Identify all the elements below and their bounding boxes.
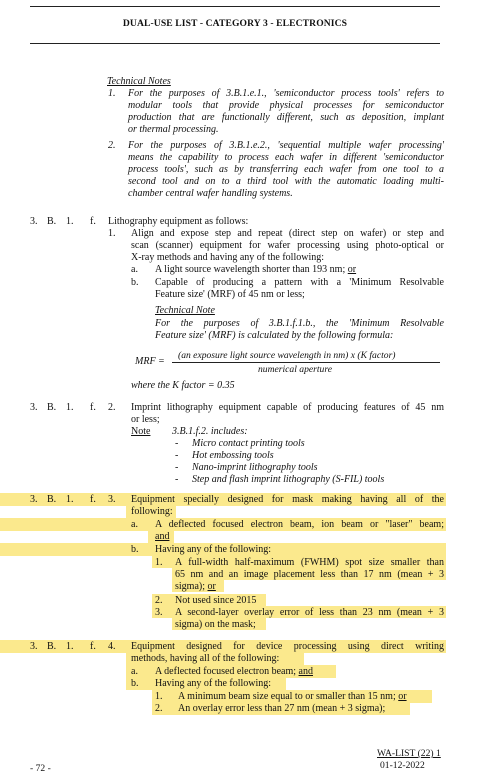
- item-1a-text: A light source wavelength shorter than 193 nm; or: [155, 264, 357, 275]
- ref-B: B.: [47, 494, 57, 505]
- bullet-item: Step and flash imprint lithography (S-FIL) tools: [192, 474, 385, 485]
- item-4-line: Equipment designed for device processing using direct writing: [131, 641, 444, 652]
- item-4b-text: Having any of the following:: [155, 678, 272, 689]
- formula-lhs: MRF =: [135, 356, 165, 367]
- ref-B: B.: [47, 402, 57, 413]
- tech-note-2-line: chamber central wafer handling systems.: [128, 188, 293, 199]
- item-3-line: Equipment specially designed for mask making having all of the: [131, 494, 444, 505]
- k-factor-note: where the K factor = 0.35: [131, 380, 235, 391]
- doc-date: 01-12-2022: [380, 760, 425, 771]
- tech-note-2-line: second tool and on to a third tool with the automatic loading multi-: [128, 176, 444, 187]
- ref-B: B.: [47, 216, 57, 227]
- ref-f: f.: [90, 216, 96, 227]
- tech-note-2-line: process tools', such as by transferring each wafer from one tool to a: [128, 164, 444, 175]
- tech-note-1-num: 1.: [108, 88, 116, 99]
- tech-note-1-line: modular tools that provide physical processes for semiconductor: [128, 100, 444, 111]
- doc-id: WA-LIST (22) 1: [377, 748, 441, 759]
- bullet-dash: -: [175, 474, 179, 485]
- item-3b-label: b.: [131, 544, 139, 555]
- tech-note-2-line: For the purposes of 3.B.1.e.2., 'sequential multiple wafer processing': [128, 140, 444, 151]
- formula-denominator: numerical aperture: [258, 364, 332, 375]
- ref-1: 1.: [66, 216, 74, 227]
- item-1-num: 1.: [108, 228, 116, 239]
- ref-4-item: 4.: [108, 641, 116, 652]
- technote-line: For the purposes of 3.B.1.f.1.b., the 'Minimum Resolvable: [155, 318, 444, 329]
- item-1b-line: Capable of producing a pattern with a 'Minimum Resolvable: [155, 277, 444, 288]
- page-title: DUAL-USE LIST - CATEGORY 3 - ELECTRONICS: [122, 18, 348, 29]
- item-3-line: following:: [131, 506, 173, 517]
- tech-notes-heading: Technical Notes: [107, 76, 171, 87]
- item-4b2-label: 2.: [155, 703, 163, 714]
- ref-1: 1.: [66, 494, 74, 505]
- section-f-title: Lithography equipment as follows:: [108, 216, 249, 227]
- ref-1: 1.: [66, 641, 74, 652]
- item-4b2-text: An overlay error less than 27 nm (mean + 3 sigma);: [178, 703, 386, 714]
- item-4-line: methods, having all of the following:: [131, 653, 280, 664]
- item-1-line: X-ray methods and having any of the following:: [131, 252, 325, 263]
- item-4b1-text: A minimum beam size equal to or smaller than 15 nm; or: [178, 691, 407, 702]
- technote-heading: Technical Note: [155, 305, 215, 316]
- item-3b2-text: Not used since 2015: [175, 595, 257, 606]
- item-2-line: Imprint lithography equipment capable of producing features of 45 nm: [131, 402, 444, 413]
- ref-f: f.: [90, 641, 96, 652]
- ref-3: 3.: [30, 494, 38, 505]
- note-text: 3.B.1.f.2. includes:: [172, 426, 248, 437]
- tech-note-2-num: 2.: [108, 140, 116, 151]
- header-rule-bottom: [30, 43, 440, 44]
- ref-3: 3.: [30, 216, 38, 227]
- ref-3-item: 3.: [108, 494, 116, 505]
- formula-fraction-bar: [172, 362, 440, 363]
- note-label: Note: [131, 426, 151, 437]
- item-1b-label: b.: [131, 277, 139, 288]
- item-1b-line: Feature size' (MRF) of 45 nm or less;: [155, 289, 305, 300]
- ref-3: 3.: [30, 641, 38, 652]
- formula-numerator: (an exposure light source wavelength in nm) x (K factor): [178, 350, 396, 361]
- ref-f: f.: [90, 402, 96, 413]
- bullet-dash: -: [175, 450, 179, 461]
- technote-line: Feature size' (MRF) is calculated by the following formula:: [155, 330, 394, 341]
- page-number: - 72 -: [30, 763, 51, 774]
- item-3b1-line: sigma); or: [175, 581, 216, 592]
- item-3a-label: a.: [131, 519, 138, 530]
- item-3b3-line: sigma) on the mask;: [175, 619, 256, 630]
- item-4a-label: a.: [131, 666, 138, 677]
- item-3b-text: Having any of the following:: [155, 544, 272, 555]
- item-1-line: scan (scanner) equipment for wafer processing using photo-optical or: [131, 240, 444, 251]
- ref-2: 2.: [108, 402, 116, 413]
- item-3a-line: A deflected focused electron beam, ion beam or "laser" beam;: [155, 519, 444, 530]
- bullet-item: Nano-imprint lithography tools: [192, 462, 318, 473]
- item-3b1-label: 1.: [155, 557, 163, 568]
- tech-note-1-line: or thermal processing.: [128, 124, 219, 135]
- item-3b1-line: A full-width half-maximum (FWHM) spot size smaller than: [175, 557, 444, 568]
- item-3b2-label: 2.: [155, 595, 163, 606]
- item-3a-and: and: [155, 531, 170, 542]
- ref-B: B.: [47, 641, 57, 652]
- item-1a-label: a.: [131, 264, 138, 275]
- item-4a-text: A deflected focused electron beam; and: [155, 666, 313, 677]
- bullet-item: Hot embossing tools: [192, 450, 274, 461]
- tech-note-2-line: means the capability to process each wafer in different 'semiconductor: [128, 152, 444, 163]
- bullet-dash: -: [175, 462, 179, 473]
- item-3b3-label: 3.: [155, 607, 163, 618]
- header-rule-top: [30, 6, 440, 7]
- item-3b1-line: 65 nm and an image placement less than 17 nm (mean + 3: [175, 569, 444, 580]
- item-2-line: or less;: [131, 414, 160, 425]
- bullet-dash: -: [175, 438, 179, 449]
- ref-3: 3.: [30, 402, 38, 413]
- tech-note-1-line: production that are functionally different, such as deposition, implant: [128, 112, 444, 123]
- bullet-item: Micro contact printing tools: [192, 438, 305, 449]
- item-4b1-label: 1.: [155, 691, 163, 702]
- ref-f: f.: [90, 494, 96, 505]
- item-1-line: Align and expose step and repeat (direct step on wafer) or step and: [131, 228, 444, 239]
- tech-note-1-line: For the purposes of 3.B.1.e.1., 'semiconductor process tools' refers to: [128, 88, 444, 99]
- item-4b-label: b.: [131, 678, 139, 689]
- item-3b3-line: A second-layer overlay error of less than 23 nm (mean + 3: [175, 607, 444, 618]
- ref-1: 1.: [66, 402, 74, 413]
